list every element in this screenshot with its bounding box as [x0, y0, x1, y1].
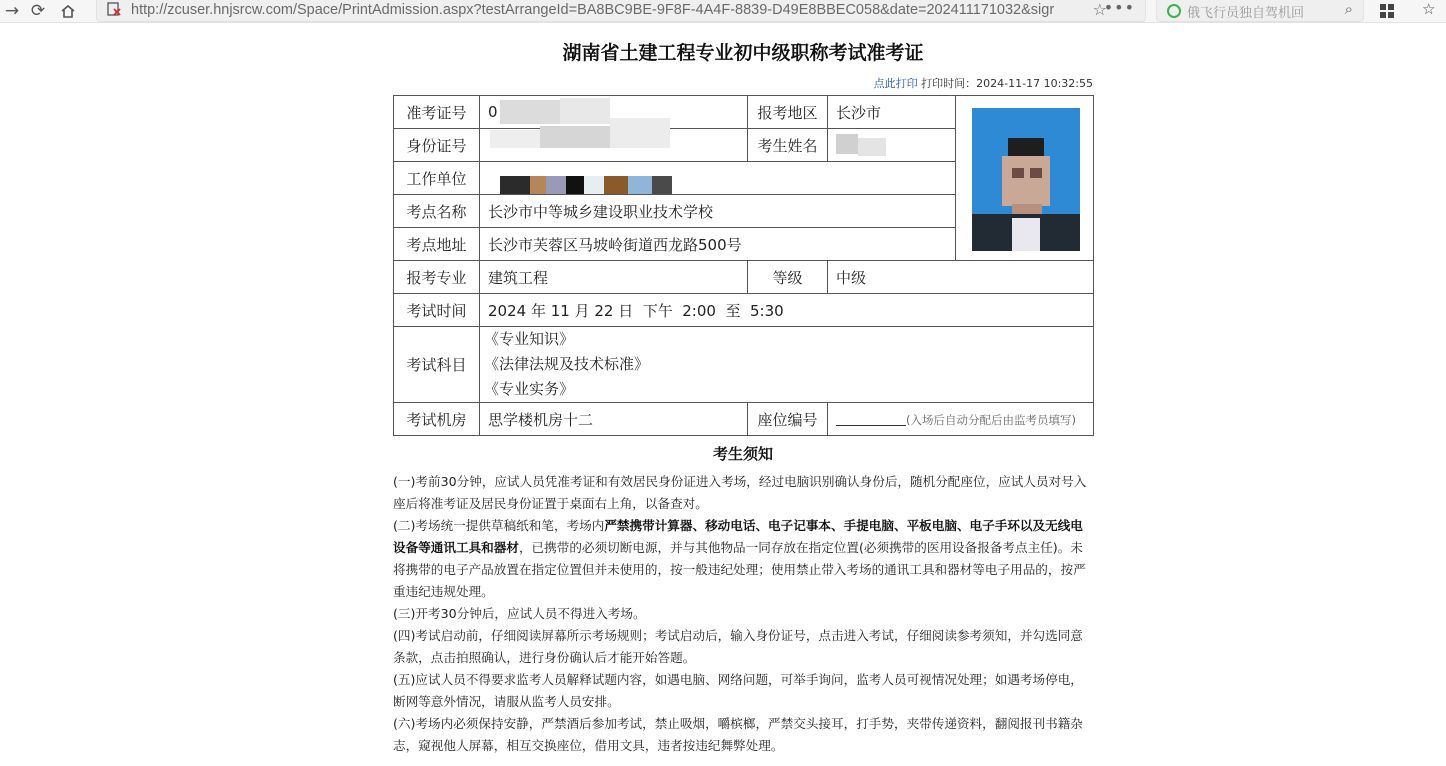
forward-arrow-icon[interactable]: →: [4, 1, 20, 21]
redaction-mosaic: [836, 132, 896, 158]
table-row: [394, 261, 1094, 294]
subject-item: 《专业知识》: [484, 330, 575, 348]
search-box[interactable]: [1156, 0, 1364, 22]
major-label: 报考专业: [394, 261, 480, 294]
major-value: 建筑工程: [480, 261, 748, 294]
notice-body: [393, 471, 1093, 757]
url-text[interactable]: http://zcuser.hnjsrcw.com/Space/PrintAdmission.aspx?testArrangeId=BA8BC9BE-9F8F-4A4F-8839-D49E8BBEC058&date=202411171032&sigr: [131, 2, 1055, 18]
search-engine-logo-icon: [1167, 4, 1181, 18]
more-icon[interactable]: •••: [1103, 0, 1135, 17]
seat-blank: [836, 411, 906, 426]
time-value: 2024 年 11 月 22 日 下午 2:00 至 5:30: [480, 294, 1094, 327]
home-icon[interactable]: [56, 0, 80, 22]
notice-paragraph: (三)开考30分钟后，应试人员不得进入考场。: [393, 606, 646, 621]
seat-note: (入场后自动分配后由监考员填写): [906, 413, 1076, 427]
subjects-label: 考试科目: [394, 327, 480, 403]
notice-bold-text: 严禁携带计算器、移动电话、电子记事本、手提电脑、平板电脑、电子手环以及无线电设备等通讯工具和器材: [393, 518, 1083, 555]
table-row: [394, 294, 1094, 327]
admission-no-value: 0: [480, 96, 748, 129]
room-value: 思学楼机房十二: [480, 403, 748, 436]
notice-paragraph: (五)应试人员不得要求监考人员解释试题内容，如遇电脑、网络问题，可举手询问，监考人员可视情况处理；如遇考场停电，断网等意外情况，请服从监考人员安排。: [393, 672, 1083, 709]
room-label: 考试机房: [394, 403, 480, 436]
subjects-value: [480, 327, 1094, 403]
subject-item: 《专业实务》: [484, 380, 575, 398]
print-line: [393, 75, 1093, 91]
notice-paragraph: (六)考场内必须保持安静，严禁酒后参加考试，禁止吸烟，嚼槟榔，严禁交头接耳，打手势，夹带传递资料，翻阅报刊书籍杂志，窥视他人屏幕，相互交换座位，借用文具，违者按违纪舞弊处理。: [393, 716, 1083, 753]
name-label: 考生姓名: [748, 129, 828, 162]
notice-text: (二)考场统一提供草稿纸和笔，考场内: [393, 518, 605, 533]
seat-value: [828, 403, 1094, 436]
apps-grid-icon[interactable]: [1380, 4, 1394, 18]
reload-icon[interactable]: ⟳: [30, 1, 46, 21]
page-title: 湖南省土建工程专业初中级职称考试准考证: [562, 42, 924, 64]
bookmark-star-icon[interactable]: ☆: [1092, 0, 1107, 19]
table-row: [394, 403, 1094, 436]
search-input[interactable]: 俄飞行员独自驾机回: [1187, 6, 1305, 21]
time-label: 考试时间: [394, 294, 480, 327]
search-icon[interactable]: ⌕: [1344, 0, 1353, 18]
redaction-mosaic: [500, 98, 700, 198]
notice-title: 考生须知: [712, 445, 773, 463]
site-value: 长沙市中等城乡建设职业技术学校: [480, 195, 956, 228]
level-value: 中级: [828, 261, 1094, 294]
insecure-site-icon[interactable]: [107, 2, 121, 16]
print-link[interactable]: 点此打印: [873, 77, 918, 90]
notice-paragraph: [393, 515, 1093, 603]
work-label: 工作单位: [394, 162, 480, 195]
notice-paragraph: (四)考试启动前，仔细阅读屏幕所示考场规则；考试启动后，输入身份证号，点击进入考试，仔细阅读参考须知，并勾选同意条款，点击拍照确认，进行身份确认后才能开始答题。: [393, 628, 1083, 665]
table-row: [394, 327, 1094, 403]
notice-paragraph: (一)考前30分钟，应试人员凭准考证和有效居民身份证进入考场，经过电脑识别确认身份后，随机分配座位，应试人员对号入座后将准考证及居民身份证置于桌面右上角，以备查对。: [393, 474, 1087, 511]
print-time: 2024-11-17 10:32:55: [976, 77, 1093, 90]
id-label: 身份证号: [394, 129, 480, 162]
favorites-icon[interactable]: ☆: [1422, 0, 1436, 18]
admission-no-label: 准考证号: [394, 96, 480, 129]
level-label: 等级: [748, 261, 828, 294]
region-value: 长沙市: [828, 96, 956, 129]
subject-item: 《法律法规及技术标准》: [484, 355, 650, 373]
seat-label: 座位编号: [748, 403, 828, 436]
address-bar[interactable]: [96, 0, 1146, 22]
notice-text: ，已携带的必须切断电源，并与其他物品一同存放在指定位置(必须携带的医用设备报备考点主任)。未将携带的电子产品放置在指定位置但并未使用的，按一般违纪处理；使用禁止带入考场的通讯工具和器材等电子用品的，按严重违纪违规处理。: [393, 540, 1086, 599]
site-label: 考点名称: [394, 195, 480, 228]
print-time-label: 打印时间：: [921, 77, 977, 90]
address-value: 长沙市芙蓉区马坡岭街道西龙路500号: [480, 228, 956, 261]
region-label: 报考地区: [748, 96, 828, 129]
candidate-photo: [972, 108, 1080, 251]
browser-toolbar: [0, 0, 1446, 23]
address-label: 考点地址: [394, 228, 480, 261]
